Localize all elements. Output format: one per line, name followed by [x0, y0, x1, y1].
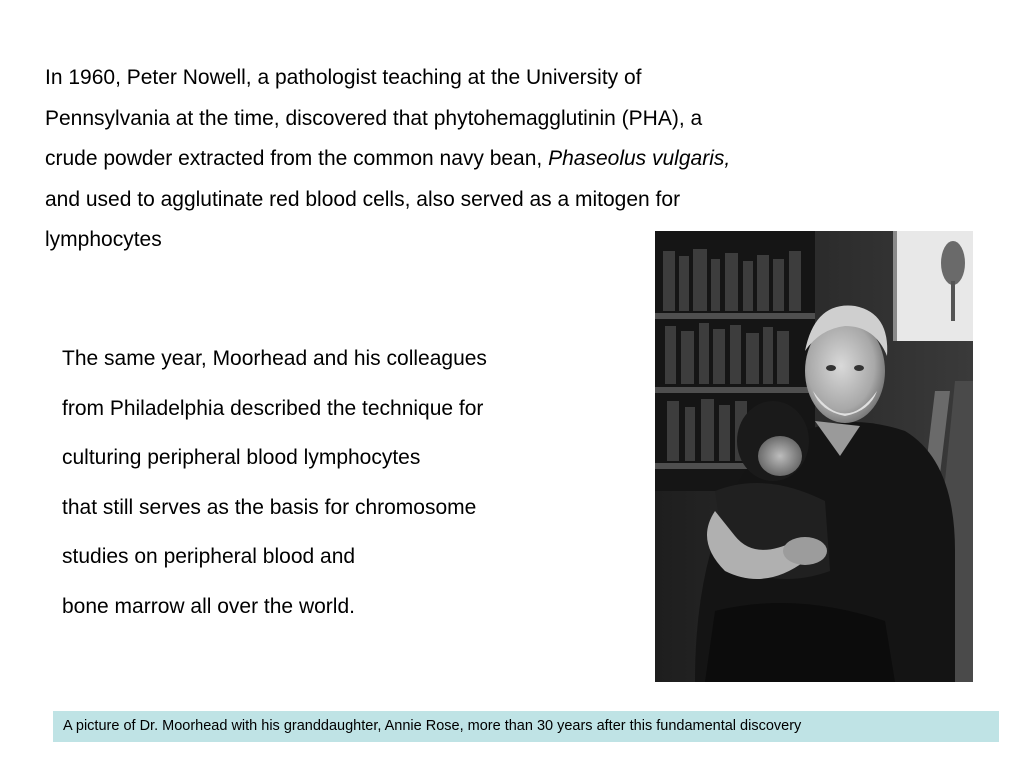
intro-line-3-text: crude powder extracted from the common navy bean, [45, 147, 549, 170]
photo-caption: A picture of Dr. Moorhead with his granddaughter, Annie Rose, more than 30 years after this fundamental discovery [53, 711, 999, 742]
intro-line-1: In 1960, Peter Nowell, a pathologist teaching at the University of [45, 66, 642, 89]
intro-line-4: and used to agglutinate red blood cells, also served as a mitogen for [45, 187, 681, 211]
moorhead-line-3: culturing peripheral blood lymphocytes [62, 446, 421, 469]
intro-line-5: lymphocytes [45, 228, 162, 251]
moorhead-photo [655, 231, 973, 682]
moorhead-line-5: studies on peripheral blood and [62, 545, 356, 568]
photo-illustration [655, 231, 973, 682]
intro-line-3 [45, 139, 905, 180]
moorhead-line-4: that still serves as the basis for chromosome [62, 495, 477, 519]
species-name: Phaseolus vulgaris, [548, 147, 731, 170]
moorhead-paragraph [62, 334, 622, 631]
intro-line-2: Pennsylvania at the time, discovered that phytohemagglutinin (PHA), a [45, 106, 703, 130]
moorhead-line-6: bone marrow all over the world. [62, 594, 355, 618]
moorhead-line-1: The same year, Moorhead and his colleagues [62, 347, 487, 370]
moorhead-line-2: from Philadelphia described the technique for [62, 396, 484, 420]
